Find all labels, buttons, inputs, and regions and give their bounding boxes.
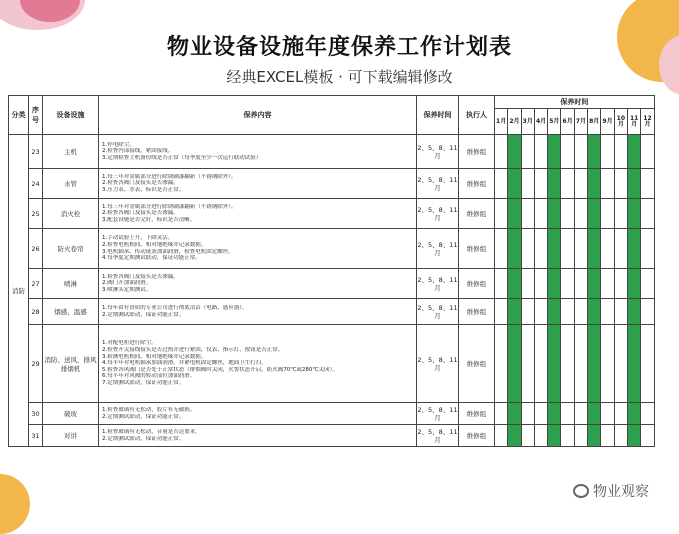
wechat-icon xyxy=(573,484,589,498)
schedule-cell xyxy=(574,229,587,269)
executor-cell: 维修组 xyxy=(459,403,495,425)
schedule-cell xyxy=(641,325,654,403)
schedule-cell xyxy=(561,169,574,199)
table-row xyxy=(9,425,655,447)
schedule-cell-active xyxy=(548,199,561,229)
schedule-cell xyxy=(495,135,508,169)
seq-cell: 30 xyxy=(29,403,43,425)
schedule-cell xyxy=(601,299,614,325)
content-line: 4.每半年对电机轴承加油润滑，并紧电机固定螺丝，地面卫生打扫。 xyxy=(102,360,267,367)
schedule-cell xyxy=(601,425,614,447)
executor-cell: 维修组 xyxy=(459,229,495,269)
schedule-cell xyxy=(614,325,627,403)
executor-cell: 维修组 xyxy=(459,299,495,325)
schedule-cell xyxy=(601,199,614,229)
schedule-cell xyxy=(521,199,534,229)
content-line: 1.检查玻璃有无松动，音量是否达要求。 xyxy=(102,428,201,435)
content-line: 2.检查开关接线接头是否过热并进行紧固，仪表、指示灯、按钮是否正常。 xyxy=(102,347,284,354)
content-line: 1.检查各阀门及接头是否渗漏。 xyxy=(102,273,179,280)
schedule-cell xyxy=(614,299,627,325)
schedule-cell xyxy=(614,135,627,169)
content-line: 3.定期检查主机备份线是否正常（每季度至少一次运行联动试验） xyxy=(102,154,262,161)
schedule-cell-active xyxy=(548,299,561,325)
schedule-cell xyxy=(614,425,627,447)
schedule-cell xyxy=(534,135,547,169)
schedule-cell-active xyxy=(588,199,601,229)
schedule-cell-active xyxy=(508,299,521,325)
schedule-cell xyxy=(495,325,508,403)
table-row xyxy=(9,229,655,269)
equipment-cell: 消火栓 xyxy=(43,199,99,229)
content-line: 3.检测电机相间、相对地绝缘并记录数据。 xyxy=(102,353,207,360)
schedule-cell-active xyxy=(627,325,640,403)
seq-cell: 31 xyxy=(29,425,43,447)
seq-cell: 28 xyxy=(29,299,43,325)
equipment-cell: 喷淋 xyxy=(43,269,99,299)
schedule-cell-active xyxy=(548,135,561,169)
schedule-cell-active xyxy=(627,425,640,447)
time-cell: 2、5、8、11月 xyxy=(417,199,459,229)
header-executor: 执行人 xyxy=(459,96,495,135)
content-cell xyxy=(99,403,417,425)
schedule-cell-active xyxy=(508,135,521,169)
time-cell: 2、5、8、11月 xyxy=(417,269,459,299)
table-row xyxy=(9,269,655,299)
table-row xyxy=(9,299,655,325)
schedule-cell xyxy=(521,169,534,199)
watermark-text: 物业观察 xyxy=(593,484,649,500)
schedule-cell xyxy=(521,135,534,169)
content-line: 1.对配电柜进行除尘。 xyxy=(102,340,157,347)
schedule-cell xyxy=(534,325,547,403)
equipment-cell: 防火卷帘 xyxy=(43,229,99,269)
schedule-cell xyxy=(614,403,627,425)
schedule-cell-active xyxy=(588,325,601,403)
content-line: 2.定期测试联动，保证功能正常。 xyxy=(102,413,185,420)
equipment-cell: 水管 xyxy=(43,169,99,199)
schedule-cell xyxy=(601,169,614,199)
category-cell: 消防 xyxy=(9,135,29,447)
time-cell: 2、5、8、11月 xyxy=(417,403,459,425)
schedule-cell xyxy=(561,269,574,299)
content-cell xyxy=(99,425,417,447)
schedule-cell xyxy=(561,199,574,229)
schedule-cell xyxy=(641,135,654,169)
schedule-cell-active xyxy=(508,325,521,403)
seq-cell: 27 xyxy=(29,269,43,299)
schedule-cell-active xyxy=(508,403,521,425)
schedule-cell xyxy=(641,169,654,199)
month-header: 7月 xyxy=(574,109,587,135)
month-header: 12月 xyxy=(641,109,654,135)
schedule-cell xyxy=(534,199,547,229)
schedule-cell xyxy=(641,199,654,229)
schedule-cell xyxy=(521,299,534,325)
content-line: 3.配套设施是否完好，标识是否清晰。 xyxy=(102,216,196,223)
schedule-cell-active xyxy=(588,425,601,447)
schedule-cell xyxy=(574,269,587,299)
schedule-cell-active xyxy=(627,299,640,325)
content-line: 1.检查玻璃有无松动，胶片有无破损。 xyxy=(102,406,196,413)
schedule-cell xyxy=(601,403,614,425)
schedule-cell xyxy=(614,269,627,299)
schedule-cell xyxy=(521,403,534,425)
content-line: 3.电机轴承、传动链条加油润滑，检查电机固定螺丝。 xyxy=(102,248,234,255)
equipment-cell: 破玻 xyxy=(43,403,99,425)
schedule-cell xyxy=(641,269,654,299)
month-header: 10月 xyxy=(614,109,627,135)
time-cell: 2、5、8、11月 xyxy=(417,135,459,169)
schedule-cell xyxy=(574,299,587,325)
schedule-cell xyxy=(574,169,587,199)
content-line: 2.定期测试联动，保证功能正常。 xyxy=(102,435,185,442)
schedule-cell xyxy=(534,269,547,299)
schedule-cell xyxy=(641,229,654,269)
month-header: 8月 xyxy=(588,109,601,135)
schedule-cell xyxy=(521,229,534,269)
schedule-cell-active xyxy=(548,425,561,447)
schedule-cell-active xyxy=(548,169,561,199)
schedule-cell xyxy=(521,269,534,299)
time-cell: 2、5、8、11月 xyxy=(417,325,459,403)
page-subtitle: 经典EXCEL模板 · 可下载编辑修改 xyxy=(226,68,453,86)
header-time: 保养时间 xyxy=(417,96,459,135)
table-row xyxy=(9,403,655,425)
schedule-cell xyxy=(561,403,574,425)
schedule-cell xyxy=(495,425,508,447)
content-line: 1.手动试验上升、下降灵活。 xyxy=(102,235,174,242)
seq-cell: 23 xyxy=(29,135,43,169)
schedule-cell xyxy=(601,135,614,169)
executor-cell: 维修组 xyxy=(459,425,495,447)
watermark xyxy=(573,481,649,501)
time-cell: 2、5、8、11月 xyxy=(417,229,459,269)
month-header: 3月 xyxy=(521,109,534,135)
schedule-cell-active xyxy=(508,199,521,229)
schedule-cell xyxy=(561,135,574,169)
content-line: 2.检查电机相间、相对地绝缘并记录数据。 xyxy=(102,241,207,248)
month-header: 4月 xyxy=(534,109,547,135)
schedule-cell xyxy=(534,169,547,199)
schedule-cell xyxy=(495,199,508,229)
schedule-cell xyxy=(561,325,574,403)
schedule-cell-active xyxy=(508,425,521,447)
content-line: 4.每季度定期测试联动，保证功能正常。 xyxy=(102,255,201,262)
content-cell xyxy=(99,325,417,403)
content-cell xyxy=(99,269,417,299)
schedule-cell xyxy=(574,425,587,447)
content-cell xyxy=(99,169,417,199)
executor-cell: 维修组 xyxy=(459,199,495,229)
schedule-cell-active xyxy=(588,299,601,325)
equipment-cell: 消防、送风、排风排烟机 xyxy=(43,325,99,403)
header-category: 分类 xyxy=(9,96,29,135)
content-line: 1.每三年对金属部分进行除锈刷漆翻新（不锈钢除外）。 xyxy=(102,173,237,180)
schedule-cell-active xyxy=(588,269,601,299)
schedule-cell xyxy=(601,229,614,269)
schedule-cell xyxy=(601,325,614,403)
content-line: 6.每半年对风阀的转动部位加油润滑。 xyxy=(102,373,196,380)
schedule-cell-active xyxy=(508,269,521,299)
schedule-cell xyxy=(495,403,508,425)
schedule-cell xyxy=(641,425,654,447)
schedule-cell xyxy=(495,299,508,325)
schedule-cell xyxy=(641,299,654,325)
month-header: 9月 xyxy=(601,109,614,135)
table-row xyxy=(9,135,655,169)
time-cell: 2、5、8、11月 xyxy=(417,299,459,325)
seq-cell: 29 xyxy=(29,325,43,403)
month-header: 11月 xyxy=(627,109,640,135)
schedule-cell xyxy=(614,169,627,199)
schedule-cell-active xyxy=(548,325,561,403)
equipment-cell: 烟感、温感 xyxy=(43,299,99,325)
table-row xyxy=(9,169,655,199)
executor-cell: 维修组 xyxy=(459,135,495,169)
schedule-cell-active xyxy=(508,169,521,199)
schedule-cell xyxy=(574,135,587,169)
schedule-cell xyxy=(614,229,627,269)
month-header: 2月 xyxy=(508,109,521,135)
time-cell: 2、5、8、11月 xyxy=(417,425,459,447)
schedule-cell xyxy=(561,229,574,269)
schedule-cell-active xyxy=(588,229,601,269)
schedule-cell xyxy=(561,425,574,447)
schedule-cell-active xyxy=(548,403,561,425)
schedule-cell-active xyxy=(627,229,640,269)
schedule-cell xyxy=(534,229,547,269)
schedule-cell xyxy=(495,169,508,199)
schedule-cell xyxy=(574,403,587,425)
schedule-cell xyxy=(574,199,587,229)
seq-cell: 26 xyxy=(29,229,43,269)
schedule-cell xyxy=(534,299,547,325)
seq-cell: 25 xyxy=(29,199,43,229)
content-line: 5.检查各风阀门是否处于正常状态（排烟阀时关闭，火警状态开启，防火阀70℃或280℃关闭）。 xyxy=(102,366,338,373)
maintenance-table xyxy=(8,95,655,447)
executor-cell: 维修组 xyxy=(459,169,495,199)
content-line: 2.检查各阀门及接头是否渗漏。 xyxy=(102,180,179,187)
schedule-cell-active xyxy=(588,135,601,169)
content-line: 7.定期测试联动，保证功能正常。 xyxy=(102,379,185,386)
decor-blob-orange-bottom xyxy=(0,474,30,534)
content-line: 2.定期测试联动，保证功能正常。 xyxy=(102,311,185,318)
schedule-cell xyxy=(601,269,614,299)
schedule-cell-active xyxy=(508,229,521,269)
content-line: 1.每三年对金属部分进行除锈刷漆翻新（不锈钢除外）。 xyxy=(102,203,237,210)
table-row xyxy=(9,199,655,229)
schedule-cell-active xyxy=(548,269,561,299)
content-cell xyxy=(99,229,417,269)
schedule-cell-active xyxy=(627,199,640,229)
schedule-cell xyxy=(641,403,654,425)
content-line: 2.阀门开加油润滑。 xyxy=(102,280,152,287)
month-header: 6月 xyxy=(561,109,574,135)
equipment-cell: 主机 xyxy=(43,135,99,169)
schedule-cell xyxy=(521,425,534,447)
schedule-cell xyxy=(495,229,508,269)
schedule-cell xyxy=(495,269,508,299)
content-cell xyxy=(99,299,417,325)
schedule-cell-active xyxy=(627,135,640,169)
page-title: 物业设备设施年度保养工作计划表 xyxy=(166,35,512,60)
content-cell xyxy=(99,135,417,169)
schedule-cell-active xyxy=(588,169,601,199)
header-schedule: 保养时间 xyxy=(495,96,655,109)
schedule-cell xyxy=(574,325,587,403)
table-row xyxy=(9,325,655,403)
time-cell: 2、5、8、11月 xyxy=(417,169,459,199)
schedule-cell xyxy=(561,299,574,325)
schedule-cell-active xyxy=(548,229,561,269)
header-seq: 序号 xyxy=(29,96,43,135)
schedule-cell xyxy=(534,403,547,425)
schedule-cell xyxy=(534,425,547,447)
content-line: 1.停电除尘。 xyxy=(102,141,135,148)
schedule-cell-active xyxy=(627,269,640,299)
month-header: 5月 xyxy=(548,109,561,135)
content-line: 3.喷淋头定期测试。 xyxy=(102,286,152,293)
header-equipment: 设备设施 xyxy=(43,96,99,135)
content-line: 1.每年由有资质的专业公司进行彻底清洁（电路、感应器）。 xyxy=(102,304,248,311)
content-line: 2.检查各阀门及接头是否渗漏。 xyxy=(102,210,179,217)
schedule-cell-active xyxy=(627,403,640,425)
content-line: 3.压力表、水表、标识是否正常。 xyxy=(102,186,185,193)
month-header: 1月 xyxy=(495,109,508,135)
seq-cell: 24 xyxy=(29,169,43,199)
schedule-cell-active xyxy=(627,169,640,199)
schedule-cell xyxy=(521,325,534,403)
header-content: 保养内容 xyxy=(99,96,417,135)
executor-cell: 维修组 xyxy=(459,269,495,299)
content-line: 2.检查内部接线，紧固接线。 xyxy=(102,148,174,155)
schedule-cell xyxy=(614,199,627,229)
executor-cell: 维修组 xyxy=(459,325,495,403)
schedule-cell-active xyxy=(588,403,601,425)
equipment-cell: 对讲 xyxy=(43,425,99,447)
content-cell xyxy=(99,199,417,229)
